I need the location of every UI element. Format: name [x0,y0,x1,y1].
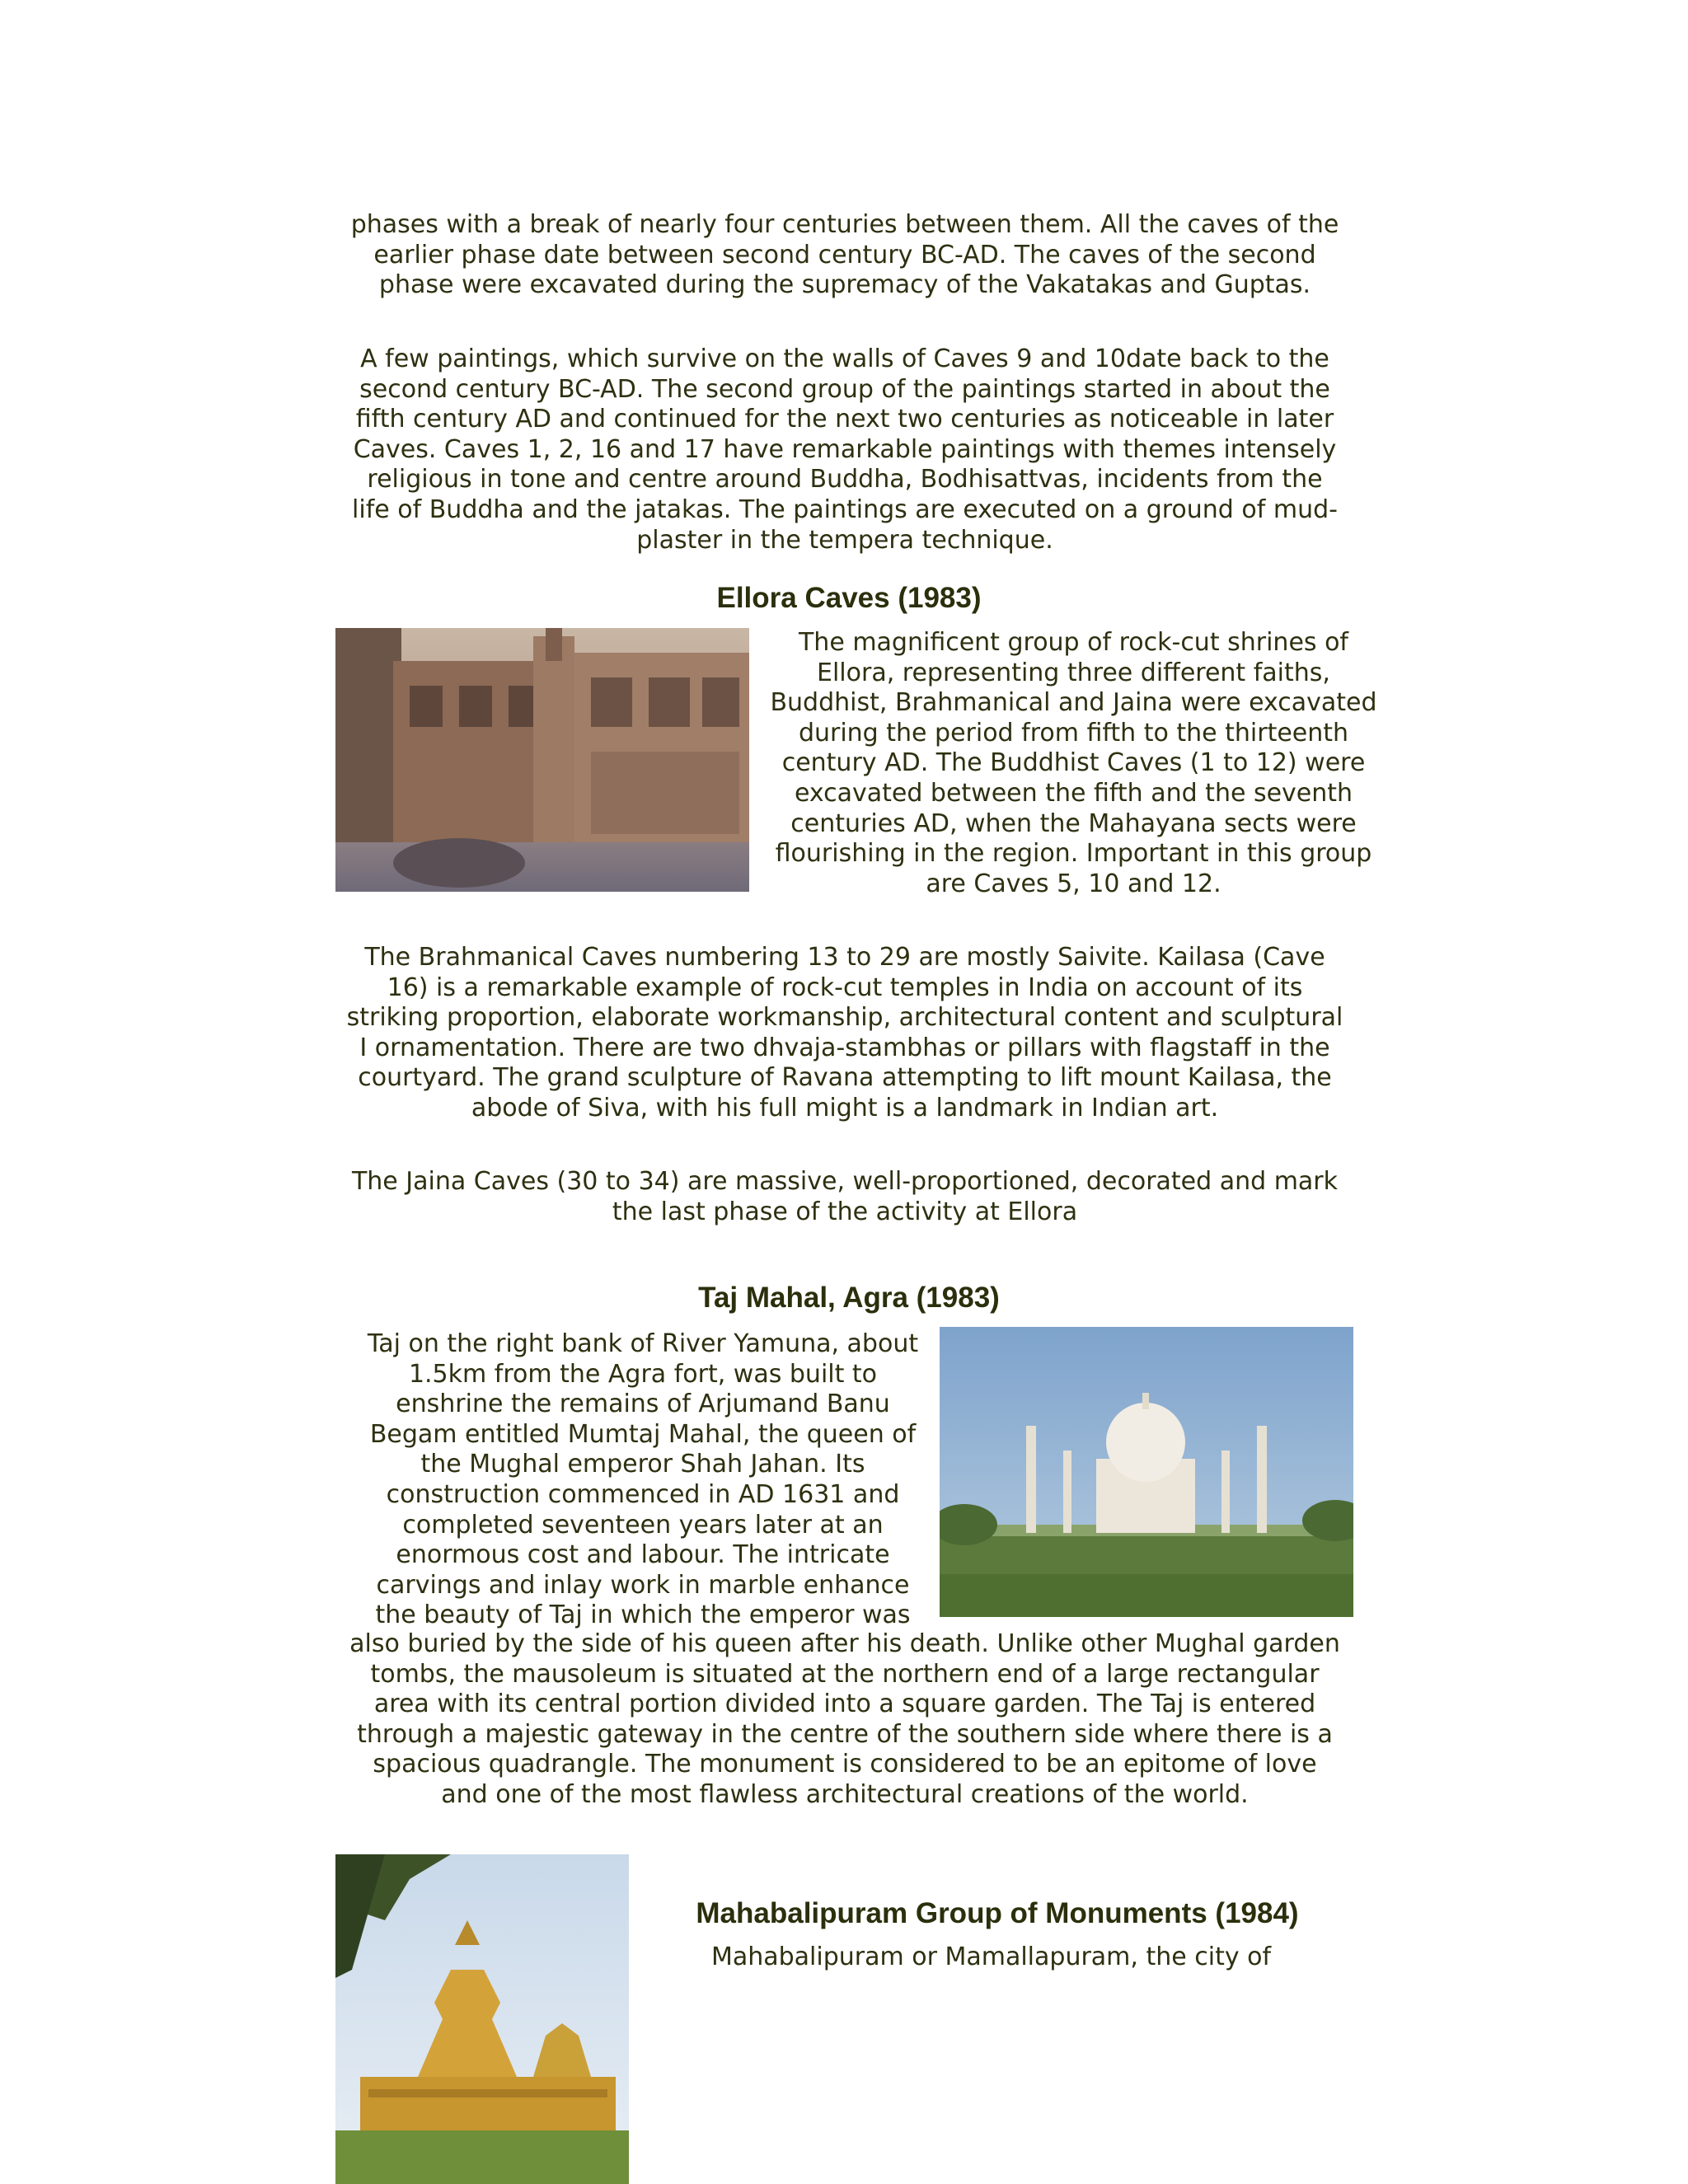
mahabalipuram-paragraph-intro: Mahabalipuram or Mamallapuram, the city of [710,1943,1272,1971]
taj-mahal-image [940,1327,1353,1617]
taj-paragraph-continued: also buried by the side of his queen after his death. Unlike other Mughal garden tombs, the mausoleum is situated at the northern end of a large rectangular area with its central portion divided into a square garden. The Taj is entered through a majestic gateway in the centre of the southern side where there is a spacious quadrangle. The monument is considered to be an epitome of love and one of the most flawless architectural creations of the world. [349,1629,1340,1809]
ellora-paragraph-jaina: The Jaina Caves (30 to 34) are massive, well-proportioned, decorated and mark the last phase of the activity at Ellora [351,1167,1339,1226]
ellora-paragraph-brahmanical: The Brahmanical Caves numbering 13 to 29 are mostly Saivite. Kailasa (Cave 16) is a remarkable example of rock-cut temples in India on account of its striking proportion, elaborate workmanship, architectural content and sculptural I ornamentation. There are two dhvaja-stambhas or pillars with flagstaff in the courtyard. The grand sculpture of Ravana attempting to lift mount Kailasa, the abode of Siva, with his full might is a landmark in Indian art. [346,943,1343,1122]
ellora-paragraph-intro: The magnificent group of rock-cut shrines of Ellora, representing three different faiths, Buddhist, Brahmanical and Jaina were excavated during the period from fifth to the thirteenth century AD. The Buddhist Caves (1 to 12) were excavated between the fifth and the seventh centuries AD, when the Mahayana sects were flourishing in the region. Important in this group are Caves 5, 10 and 12. [770,628,1377,898]
ajanta-paragraph-paintings: A few paintings, which survive on the walls of Caves 9 and 10date back to the second century BC-AD. The second group of the paintings started in about the fifth century AD and continued for the next two centuries as noticeable in later Caves. Caves 1, 2, 16 and 17 have remarkable paintings with themes intensely religious in tone and centre around Buddha, Bodhisattvas, incidents from the life of Buddha and the jatakas. The paintings are executed on a ground of mud-plaster in the tempera technique. [352,344,1338,555]
ellora-heading: Ellora Caves (1983) [716,582,982,614]
ajanta-paragraph-phases: phases with a break of nearly four centuries between them. All the caves of the earlier phase date between second century BC-AD. The caves of the second phase were excavated during the supremacy of the Vakatakas and Guptas. [350,210,1339,300]
mahabalipuram-shore-temple-image [335,1854,629,2184]
taj-heading: Taj Mahal, Agra (1983) [698,1282,1000,1314]
ellora-kailasa-temple-image [335,628,749,892]
mahabalipuram-heading: Mahabalipuram Group of Monuments (1984) [696,1897,1299,1929]
taj-paragraph-intro: Taj on the right bank of River Yamuna, about 1.5km from the Agra fort, was built to enshrine the remains of Arjumand Banu Begam entitled Mumtaj Mahal, the queen of the Mughal emperor Shah Jahan. Its construction commenced in AD 1631 and completed seventeen years later at an enormous cost and labour. The intricate carvings and inlay work in marble enhance the beauty of Taj in which the emperor was [367,1329,919,1630]
